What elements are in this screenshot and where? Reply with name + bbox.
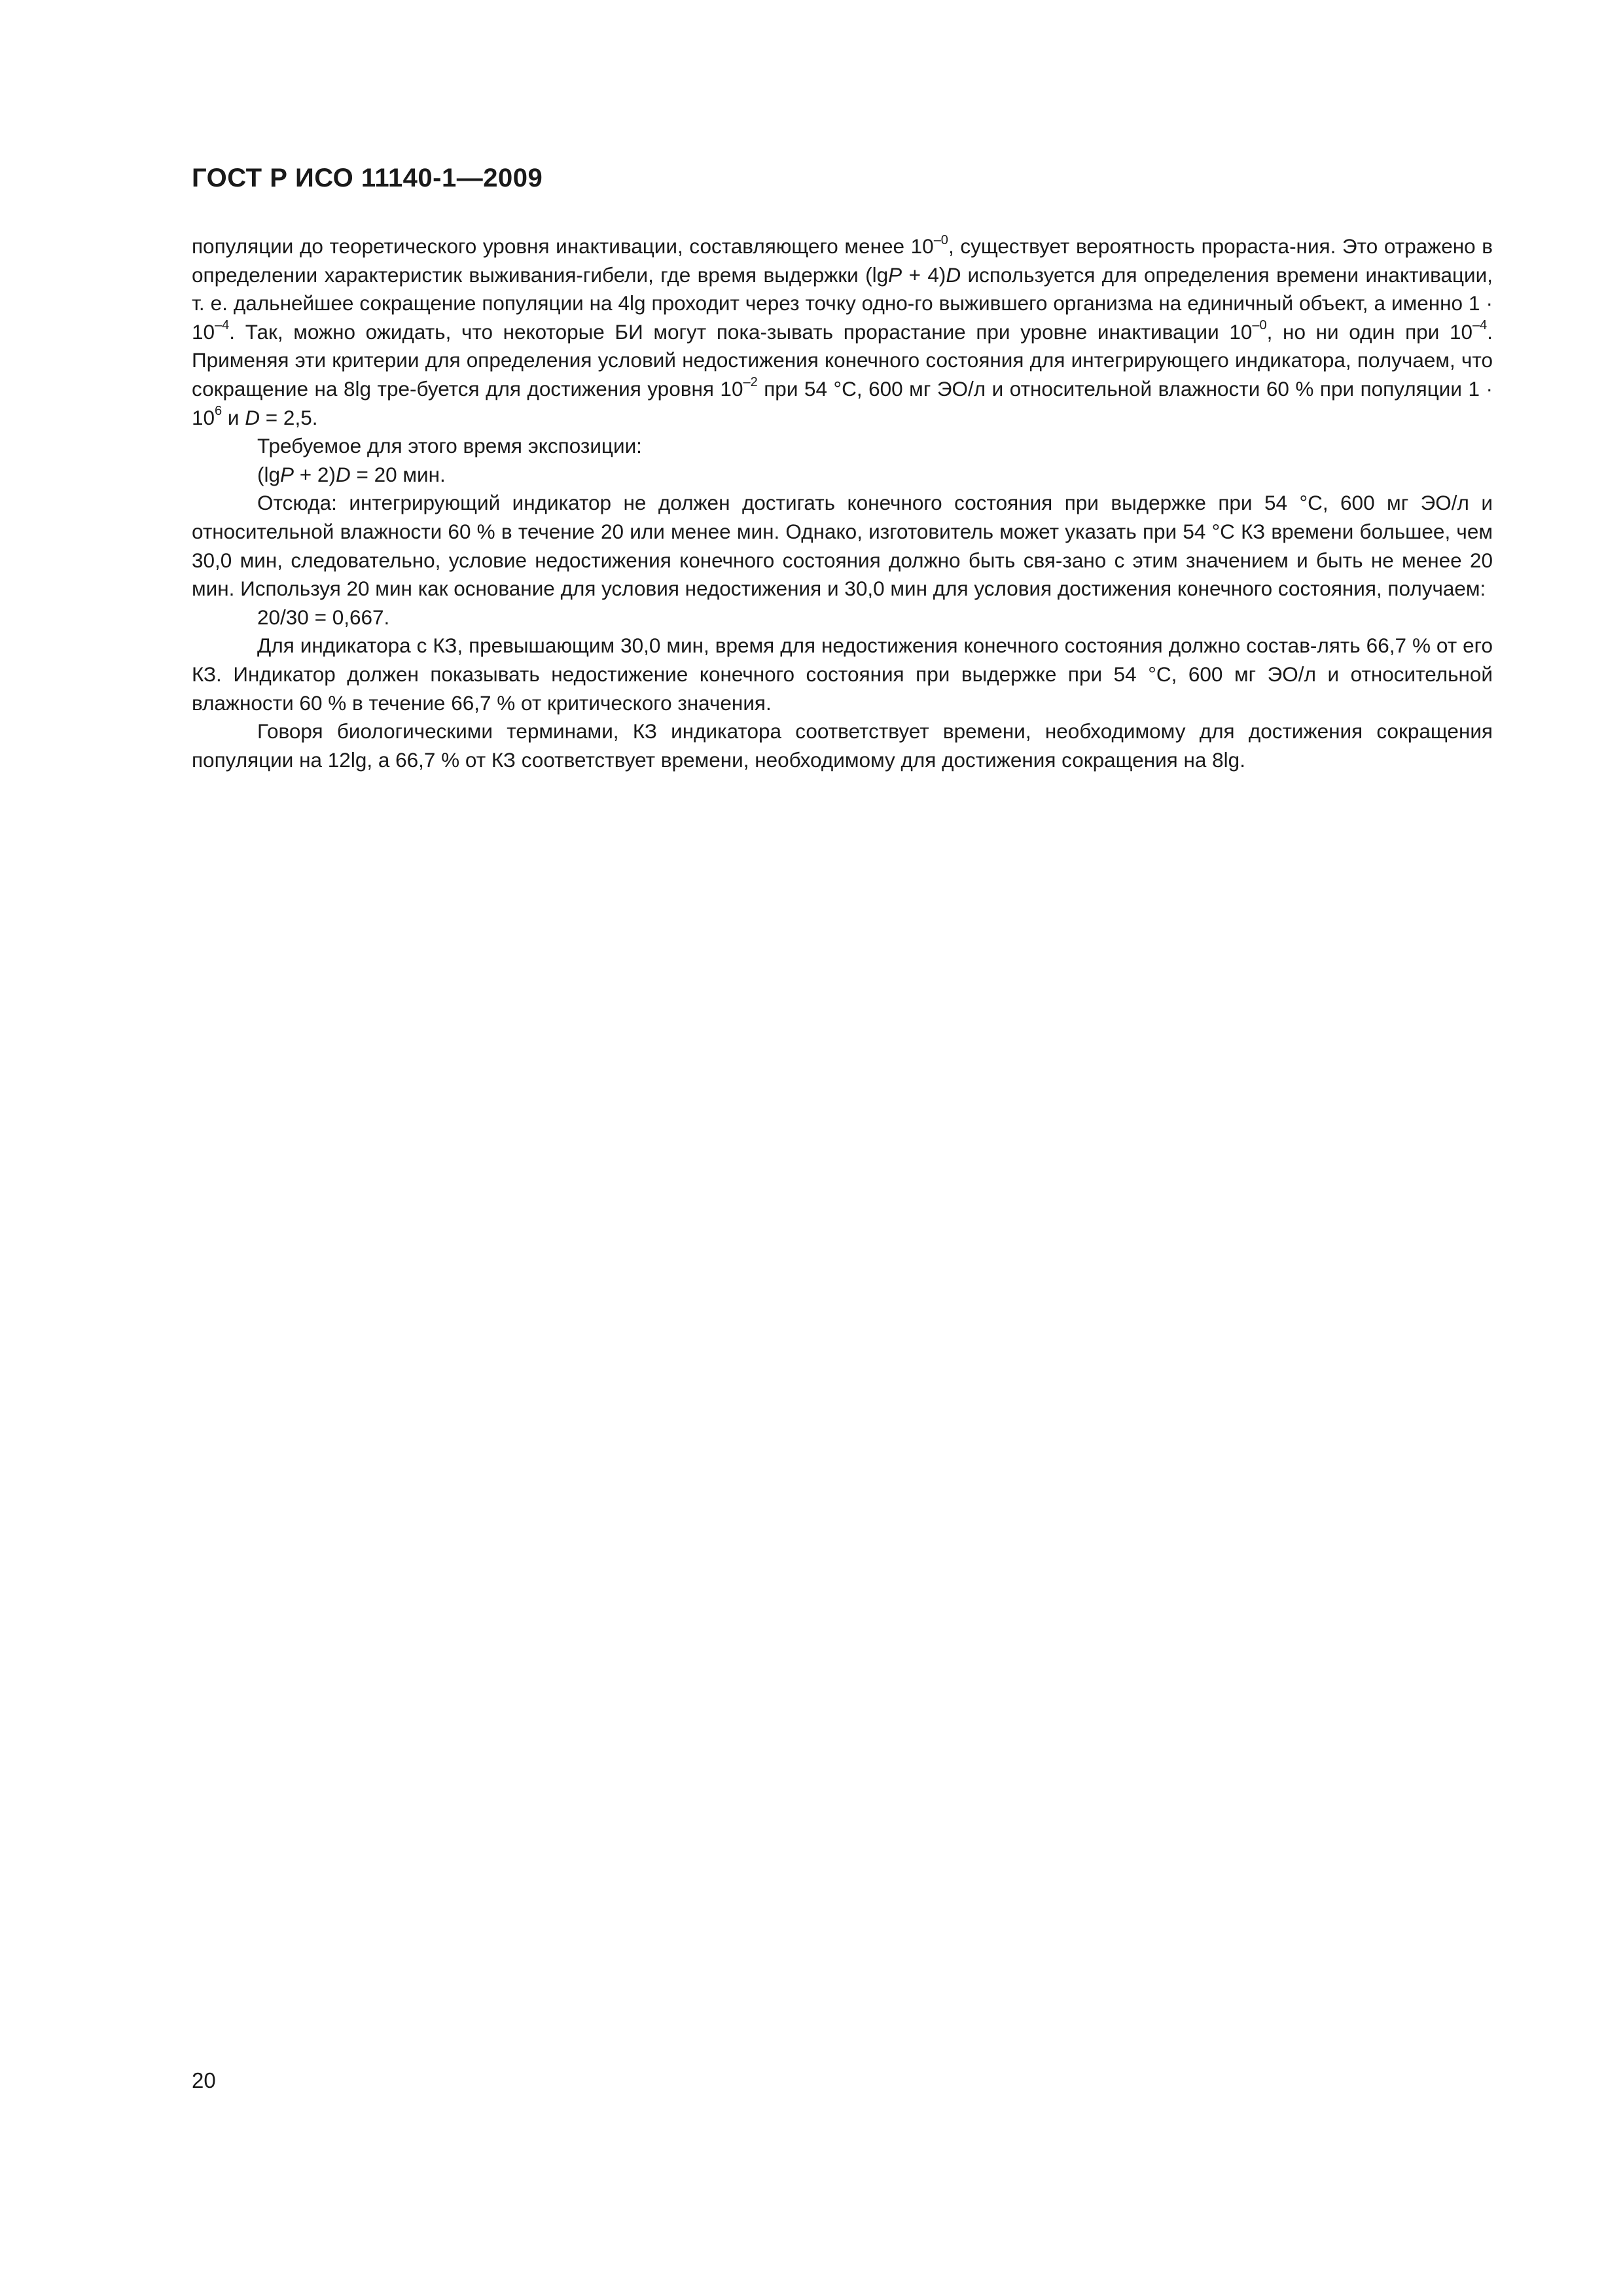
paragraph-1 [192,232,1493,432]
superscript: –2 [743,375,758,390]
superscript: –0 [933,232,948,247]
italic-variable: P [280,462,294,486]
text-run: . Так, можно ожидать, что некоторые БИ могут пока-зывать прорастание при уровне инактивации 10 [229,319,1253,344]
italic-variable: D [245,405,260,429]
paragraph-5: Говоря биологическими терминами, КЗ индикатора соответствует времени, необходимому для достижения сокращения популяции на 12lg, а 66,7 % от КЗ соответствует времени, необходимому для достижения сокращения на 8lg. [192,719,1493,772]
text-run: используется для определения времени инактивации, т. е. дальнейшее сокращение популяции на 4lg проходит через точку одно-го выжившего организма на единичный объект, а именно 1 · 10 [192,262,1493,344]
body-text [192,232,1493,774]
text-run: при 54 °C, 600 мг ЭО/л и относительной влажности 60 % при популяции 1 · 10 [192,376,1493,429]
text-run: и [222,405,245,429]
superscript: –0 [1252,318,1267,333]
italic-variable: P [888,262,902,287]
document-header: ГОСТ Р ИСО 11140-1—2009 [192,164,543,192]
text-run: = 20 мин. [350,462,446,486]
page-number: 20 [192,2068,216,2092]
text-run: популяции до теоретического уровня инактивации, составляющего менее 10 [192,234,934,258]
paragraph-4: Для индикатора с КЗ, превышающим 30,0 мин, время для недостижения конечного состояния должно состав-лять 66,7 % от его КЗ. Индикатор должен показывать недостижение конечного состояния при выдержке при 54 °C, 600 мг ЭО/л и относительной влажности 60 % в течение 66,7 % от критического значения. [192,634,1493,715]
superscript: –4 [1472,318,1488,333]
formula-1 [192,461,1493,490]
text-run: + 4) [902,262,946,287]
paragraph-3: Отсюда: интегрирующий индикатор не должен достигать конечного состояния при выдержке при 54 °C, 600 мг ЭО/л и относительной влажности 60 % в течение 20 или менее мин. Однако, изготовитель может указать при 54 °C КЗ времени большее, чем 30,0 мин, следовательно, условие недостижения конечного состояния должно быть свя-зано с этим значением и быть не менее 20 мин. Используя 20 мин как основание для условия недостижения и 30,0 мин для условия достижения конечного состояния, получаем: [192,491,1493,601]
text-run: , но ни один при 10 [1266,319,1472,344]
superscript: –4 [215,318,230,333]
text-run: = 2,5. [260,405,318,429]
text-run: (lg [257,462,281,486]
text-run: . Применяя эти критерии для определения условий недостижения конечного состояния для интегрирующего индикатора, получаем, что сокращение на 8lg тре-буется для достижения уровня 10 [192,319,1493,401]
text-run: + 2) [294,462,336,486]
formula-2: 20/30 = 0,667. [257,605,390,629]
text-run: , существует вероятность прораста-ния. Это отражено в определении характеристик выживания-гибели, где время выдержки (lg [192,234,1493,287]
italic-variable: D [946,262,961,287]
superscript: 6 [215,404,223,419]
paragraph-2: Требуемое для этого время экспозиции: [257,434,642,458]
italic-variable: D [335,462,351,486]
